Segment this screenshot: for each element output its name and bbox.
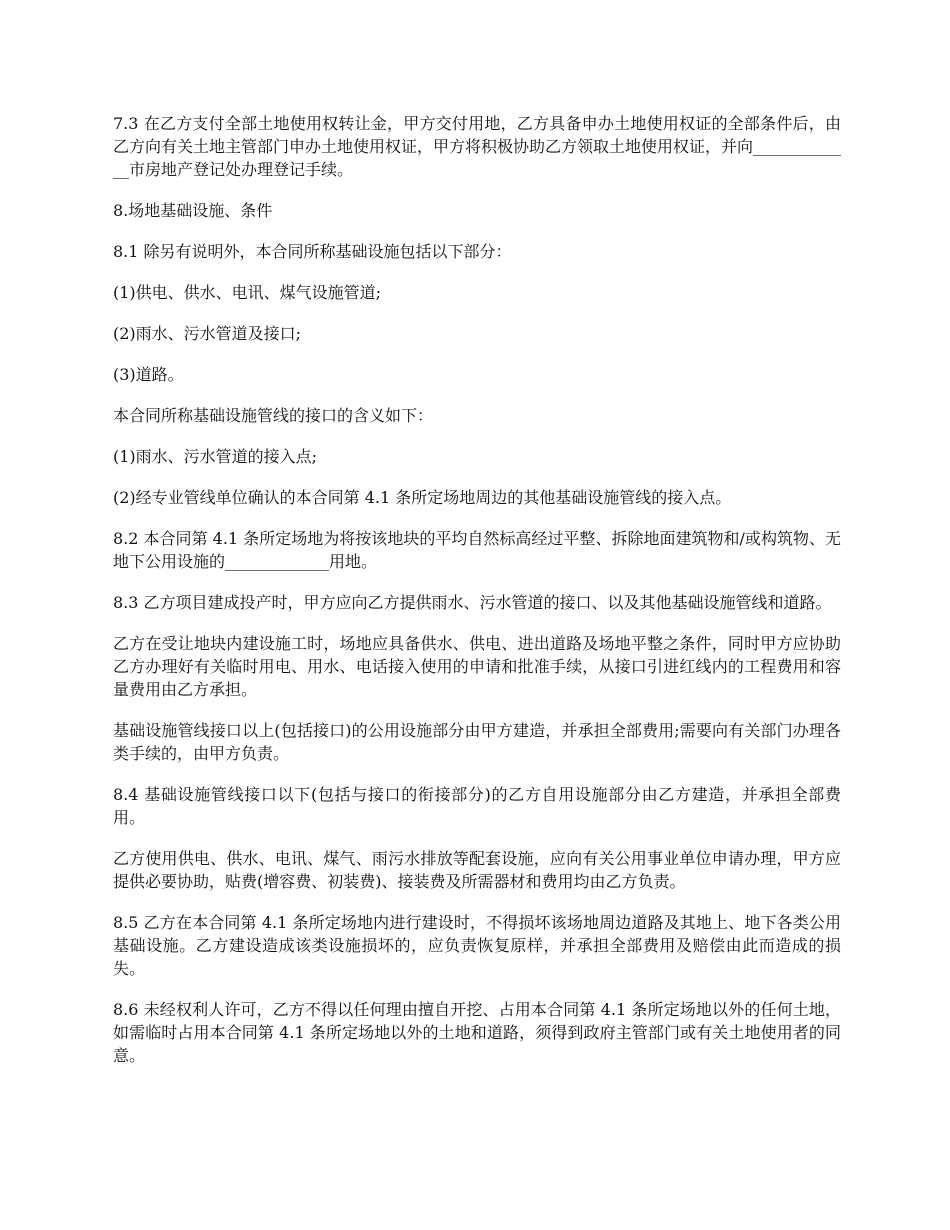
list-item-power-water: (1)供电、供水、电讯、煤气设施管道; bbox=[113, 283, 382, 302]
clause-8-2: 8.2 本合同第 4.1 条所定场地为将按该地块的平均自然标高经过平整、拆除地面建筑物和/或构筑物、无地下公用设施的_____________用地。 bbox=[113, 529, 841, 571]
interface-item-other-pipelines: (2)经专业管线单位确认的本合同第 4.1 条所定场地周边的其他基础设施管线的接入点。 bbox=[113, 488, 732, 507]
clause-8-5: 8.5 乙方在本合同第 4.1 条所定场地内进行建设时，不得损坏该场地周边道路及其地上、地下各类公用基础设施。乙方建设造成该类设施损坏的，应负责恢复原样，并承担全部费用及赔偿由此而造成的损失。 bbox=[113, 913, 841, 978]
interface-item-rain-sewage: (1)雨水、污水管道的接入点; bbox=[113, 447, 318, 466]
list-item-roads: (3)道路。 bbox=[113, 365, 184, 384]
section-8-heading: 8.场地基础设施、条件 bbox=[113, 201, 273, 220]
clause-8-6: 8.6 未经权利人许可，乙方不得以任何理由擅自开挖、占用本合同第 4.1 条所定场地以外的任何土地，如需临时占用本合同第 4.1 条所定场地以外的土地和道路，须得到政府主管部门或有关土地使用者的同意。 bbox=[113, 1000, 841, 1065]
clause-8-4: 8.4 基础设施管线接口以下(包括与接口的衔接部分)的乙方自用设施部分由乙方建造，并承担全部费用。 bbox=[113, 785, 841, 827]
clause-8-4-utilities: 乙方使用供电、供水、电讯、煤气、雨污水排放等配套设施，应向有关公用事业单位申请办理，甲方应提供必要协助，贴费(增容费、初装费)、接装费及所需器材和费用均由乙方负责。 bbox=[113, 849, 841, 891]
interface-definition-intro: 本合同所称基础设施管线的接口的含义如下： bbox=[113, 406, 434, 425]
list-item-rain-sewage: (2)雨水、污水管道及接口; bbox=[113, 324, 302, 343]
clause-8-3: 8.3 乙方项目建成投产时，甲方应向乙方提供雨水、污水管道的接口、以及其他基础设施管线和道路。 bbox=[113, 593, 832, 612]
document-body bbox=[113, 112, 841, 1085]
clause-8-1: 8.1 除另有说明外，本合同所称基础设施包括以下部分： bbox=[113, 242, 512, 261]
clause-7-3: 7.3 在乙方支付全部土地使用权转让金，甲方交付用地，乙方具备申办土地使用权证的全部条件后，由乙方向有关土地主管部门申办土地使用权证，甲方将积极协助乙方领取土地使用权证，并向_____________市房地产登记处办理登记手续。 bbox=[113, 114, 842, 179]
clause-8-3-construction: 乙方在受让地块内建设施工时，场地应具备供水、供电、进出道路及场地平整之条件，同时甲方应协助乙方办理好有关临时用电、用水、电话接入使用的申请和批准手续，从接口引进红线内的工程费用和容量费用由乙方承担。 bbox=[113, 634, 841, 699]
clause-8-3-public-facilities: 基础设施管线接口以上(包括接口)的公用设施部分由甲方建造，并承担全部费用;需要向有关部门办理各类手续的，由甲方负责。 bbox=[113, 721, 841, 763]
